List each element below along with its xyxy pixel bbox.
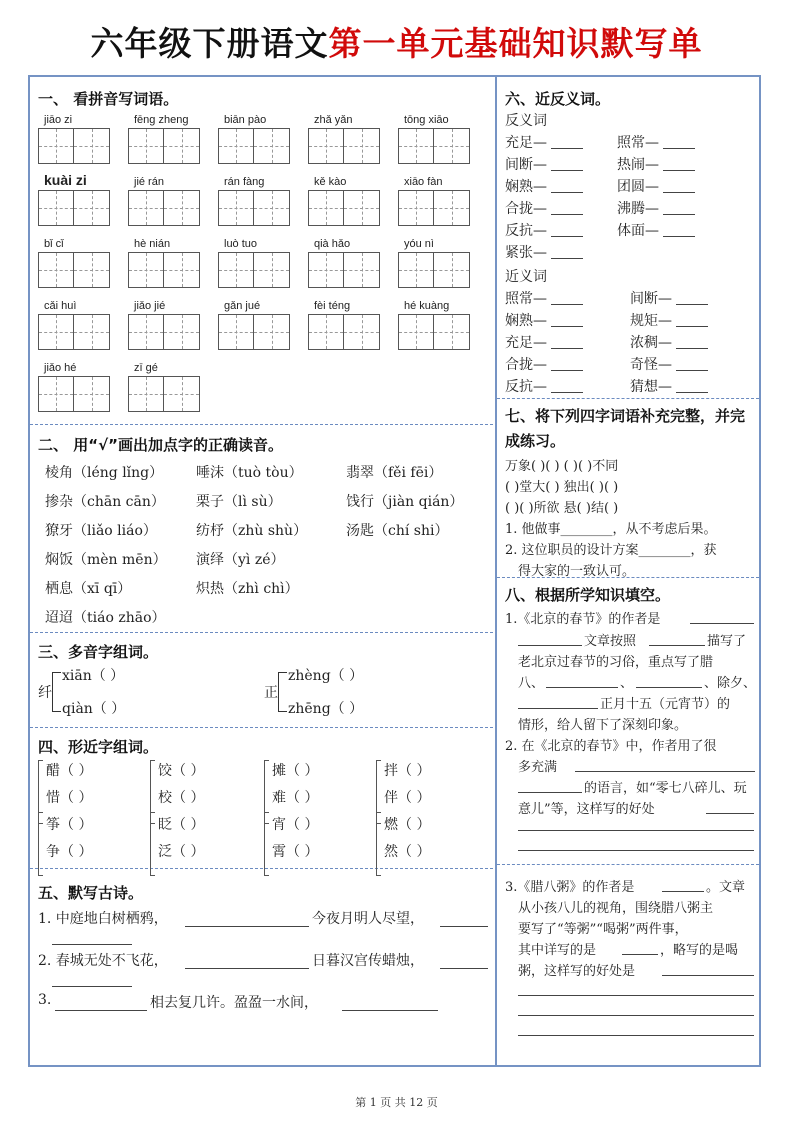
answer-line [342, 1010, 438, 1011]
writing-cell[interactable] [39, 315, 74, 349]
similar-char-item: 惜（ ） [46, 790, 93, 806]
similar-char-item: 燃（ ） [384, 817, 431, 833]
answer-line [551, 392, 583, 393]
answer-line [551, 148, 583, 149]
similar-char-item: 然（ ） [384, 844, 431, 860]
brace [264, 812, 269, 876]
answer-line [518, 1015, 754, 1016]
similar-char-item: 校（ ） [158, 790, 205, 806]
writing-grid [308, 314, 380, 350]
writing-grid [38, 252, 110, 288]
reading-item: 焖饭（mèn mēn） [45, 552, 167, 568]
fill-text: 。文章 [706, 880, 746, 895]
section6-heading: 六、近反义词。 [505, 90, 611, 108]
page-footer: 第 1 页 共 12 页 [355, 1096, 438, 1109]
answer-line [575, 771, 755, 772]
pinyin-label: bǐ cǐ [44, 238, 64, 250]
writing-cell[interactable] [39, 253, 74, 287]
answer-line [518, 1035, 754, 1036]
writing-cell[interactable] [309, 191, 344, 225]
answer-line [546, 687, 618, 688]
fill-text: 的语言，如“零七八碎儿、玩 [584, 781, 747, 796]
synonym-item: 猜想— [630, 379, 672, 395]
section7-heading: 七、将下列四字词语补充完整，并完 [505, 407, 746, 425]
antonym-item: 体面— [617, 223, 659, 239]
answer-line [55, 1010, 147, 1011]
writing-cell[interactable] [434, 129, 469, 163]
writing-grid [128, 314, 200, 350]
writing-grid [308, 190, 380, 226]
writing-cell[interactable] [399, 191, 434, 225]
writing-cell[interactable] [164, 315, 199, 349]
writing-cell[interactable] [309, 315, 344, 349]
writing-cell[interactable] [164, 191, 199, 225]
answer-line [690, 623, 754, 624]
fill-text: ，略写的是喝 [660, 943, 739, 958]
writing-cell[interactable] [344, 191, 379, 225]
section8-heading: 八、根据所学知识填空。 [505, 586, 671, 604]
writing-cell[interactable] [219, 191, 254, 225]
fill-text: 意儿”等，这样写的好处 [518, 802, 655, 817]
fill-text: 、 [620, 676, 634, 691]
answer-line [518, 830, 754, 831]
fill-text: 粥，这样写的好处是 [518, 964, 636, 979]
writing-grid [218, 252, 290, 288]
brace [150, 812, 155, 876]
writing-grid [308, 128, 380, 164]
synonym-item: 照常— [505, 291, 547, 307]
divider [30, 632, 493, 633]
reading-item: 獠牙（liǎo liáo） [45, 523, 157, 539]
pinyin-label: hè nián [134, 238, 171, 250]
idiom-question: 得大家的一致认可。 [518, 564, 636, 579]
poem-line: 1. 中庭地白树栖鸦， [38, 911, 168, 927]
writing-grid [218, 190, 290, 226]
writing-grid [398, 252, 470, 288]
pinyin-label: luò tuo [224, 238, 258, 250]
similar-char-item: 霄（ ） [272, 844, 319, 860]
synonym-item: 娴熟— [505, 313, 547, 329]
brace [376, 812, 381, 876]
section2-heading: 二、 用“√”画出加点字的正确读音。 [38, 436, 283, 454]
writing-cell[interactable] [219, 253, 254, 287]
answer-line [551, 258, 583, 259]
fill-text: 1.《北京的春节》的作者是 [505, 612, 661, 627]
answer-line [440, 968, 488, 969]
writing-cell[interactable] [74, 315, 109, 349]
divider [497, 864, 759, 865]
writing-grid [308, 252, 380, 288]
poem-line: 3. [38, 992, 52, 1008]
pinyin-label: jiǎo hé [44, 362, 77, 374]
synonym-item: 反抗— [505, 379, 547, 395]
answer-line [663, 148, 695, 149]
fill-text: 、除夕、 [704, 676, 757, 691]
writing-grid [218, 314, 290, 350]
answer-line [551, 192, 583, 193]
reading-item: 饯行（jiàn qián） [346, 494, 464, 510]
writing-cell[interactable] [434, 315, 469, 349]
answer-line [518, 850, 754, 851]
brace [278, 672, 287, 712]
writing-cell[interactable] [164, 377, 199, 411]
idiom-row: ( )堂大( ) 独出( )( ) [505, 480, 619, 495]
writing-cell[interactable] [129, 253, 164, 287]
answer-line [551, 236, 583, 237]
antonym-label: 反义词 [505, 113, 547, 129]
page-title [0, 18, 793, 65]
title-unit: 第一单元基础知识默写单 [328, 24, 703, 63]
brace [38, 812, 43, 876]
answer-line [551, 326, 583, 327]
writing-cell[interactable] [74, 253, 109, 287]
writing-grid [38, 128, 110, 164]
writing-cell[interactable] [164, 129, 199, 163]
section7-heading-cont: 成练习。 [505, 432, 566, 450]
writing-grid [128, 252, 200, 288]
writing-cell[interactable] [434, 191, 469, 225]
reading-item: 汤匙（chí shi） [346, 523, 449, 539]
writing-grid [38, 190, 110, 226]
answer-line [649, 645, 705, 646]
answer-line [551, 170, 583, 171]
synonym-item: 奇怪— [630, 357, 672, 373]
answer-line [518, 995, 754, 996]
fill-text: 文章按照 [584, 634, 637, 649]
answer-line [440, 926, 488, 927]
similar-char-item: 饺（ ） [158, 763, 205, 779]
idiom-question: 2. 这位职员的设计方案________，获 [505, 543, 717, 558]
synonym-item: 充足— [505, 335, 547, 351]
writing-cell[interactable] [74, 377, 109, 411]
antonym-item: 沸腾— [617, 201, 659, 217]
writing-cell[interactable] [434, 253, 469, 287]
polyphone-char: 纤 [38, 685, 52, 701]
poem-line: 日暮汉宫传蜡烛， [312, 953, 424, 969]
fill-text: 老北京过春节的习俗，重点写了腊 [518, 655, 714, 670]
answer-line [518, 708, 598, 709]
writing-cell[interactable] [399, 129, 434, 163]
answer-line [676, 348, 708, 349]
pinyin-label: cǎi huì [44, 300, 77, 312]
writing-cell[interactable] [399, 253, 434, 287]
answer-line [663, 236, 695, 237]
answer-line [622, 954, 658, 955]
antonym-item: 充足— [505, 135, 547, 151]
similar-char-item: 争（ ） [46, 844, 93, 860]
pinyin-label: tōng xiāo [404, 114, 449, 126]
fill-text: 多充满 [518, 760, 558, 775]
antonym-item: 团圆— [617, 179, 659, 195]
pinyin-label: jié rán [134, 176, 164, 188]
writing-cell[interactable] [254, 315, 289, 349]
writing-cell[interactable] [39, 129, 74, 163]
divider [30, 868, 493, 869]
answer-line [676, 370, 708, 371]
answer-line [662, 975, 754, 976]
fill-text: 要写了“等粥”“喝粥”两件事， [518, 922, 688, 937]
antonym-item: 娴熟— [505, 179, 547, 195]
pinyin-label: jiǎo jié [134, 300, 166, 312]
fill-text: 其中详写的是 [518, 943, 597, 958]
fill-text: 八、 [518, 676, 545, 691]
writing-grid [398, 128, 470, 164]
antonym-item: 合拢— [505, 201, 547, 217]
title-grade: 六年级下册语文 [90, 24, 329, 63]
writing-grid [38, 376, 110, 412]
writing-cell[interactable] [219, 129, 254, 163]
synonym-item: 规矩— [630, 313, 672, 329]
pinyin-label: gǎn jué [224, 300, 261, 312]
writing-cell[interactable] [129, 129, 164, 163]
writing-cell[interactable] [309, 129, 344, 163]
answer-line [518, 645, 582, 646]
polyphone-reading: xiān（ ） [62, 668, 125, 684]
polyphone-reading: qiàn（ ） [62, 701, 126, 717]
polyphone-reading: zhèng（ ） [288, 668, 364, 684]
fill-text: 情形，给人留下了深刻印象。 [518, 718, 688, 733]
writing-cell[interactable] [74, 129, 109, 163]
synonym-item: 浓稠— [630, 335, 672, 351]
similar-char-item: 醋（ ） [46, 763, 93, 779]
writing-cell[interactable] [129, 315, 164, 349]
similar-char-item: 摊（ ） [272, 763, 319, 779]
reading-item: 棱角（léng lǐng） [45, 465, 164, 481]
column-divider [495, 75, 497, 1067]
reading-item: 栖息（xī qī） [45, 581, 132, 597]
section3-heading: 三、多音字组词。 [38, 643, 159, 661]
reading-item: 炽热（zhì chì） [196, 581, 299, 597]
similar-char-item: 拌（ ） [384, 763, 431, 779]
fill-text: 3.《腊八粥》的作者是 [505, 880, 635, 895]
answer-line [676, 326, 708, 327]
poem-line: 今夜月明人尽望， [312, 911, 424, 927]
divider [30, 727, 493, 728]
pinyin-label: fēng zheng [134, 114, 189, 126]
writing-cell[interactable] [344, 129, 379, 163]
antonym-item: 热闹— [617, 157, 659, 173]
pinyin-label: zī gé [134, 362, 158, 374]
synonym-label: 近义词 [505, 269, 547, 285]
pinyin-label: jiāo zi [44, 114, 73, 126]
brace [52, 672, 61, 712]
section5-heading: 五、默写古诗。 [38, 884, 144, 902]
section4-heading: 四、形近字组词。 [38, 738, 159, 756]
writing-grid [128, 190, 200, 226]
poem-line: 2. 春城无处不飞花， [38, 953, 168, 969]
answer-line [663, 192, 695, 193]
answer-line [706, 813, 754, 814]
pinyin-label: fèi téng [314, 300, 351, 312]
idiom-row: 万象( )( ) ( )( )不同 [505, 459, 619, 474]
divider [30, 424, 493, 425]
polyphone-char: 正 [264, 685, 278, 701]
answer-line [662, 891, 704, 892]
writing-cell[interactable] [254, 191, 289, 225]
synonym-item: 合拢— [505, 357, 547, 373]
writing-cell[interactable] [219, 315, 254, 349]
writing-cell[interactable] [129, 377, 164, 411]
poem-line: 相去复几许。盈盈一水间， [150, 995, 318, 1011]
antonym-item: 紧张— [505, 245, 547, 261]
similar-char-item: 泛（ ） [158, 844, 205, 860]
pinyin-label: zhǎ yǎn [314, 114, 353, 126]
answer-line [52, 944, 132, 945]
writing-cell[interactable] [39, 377, 74, 411]
writing-cell[interactable] [254, 129, 289, 163]
reading-item: 迢迢（tiáo zhāo） [45, 610, 166, 626]
answer-line [663, 170, 695, 171]
answer-line [551, 214, 583, 215]
writing-cell[interactable] [129, 191, 164, 225]
antonym-item: 反抗— [505, 223, 547, 239]
reading-item: 唾沫（tuò tòu） [196, 465, 303, 481]
writing-cell[interactable] [344, 315, 379, 349]
writing-cell[interactable] [399, 315, 434, 349]
divider [497, 398, 759, 399]
pinyin-label: kě kào [314, 176, 347, 188]
pinyin-label: biān pào [224, 114, 267, 126]
answer-line [518, 792, 582, 793]
writing-grid [128, 376, 200, 412]
answer-line [551, 304, 583, 305]
writing-cell[interactable] [344, 253, 379, 287]
answer-line [636, 687, 702, 688]
pinyin-label: kuài zi [44, 172, 87, 188]
antonym-item: 照常— [617, 135, 659, 151]
idiom-row: ( )( )所欲 悬( )结( ) [505, 501, 619, 516]
writing-cell[interactable] [74, 191, 109, 225]
fill-text: 描写了 [707, 634, 747, 649]
writing-cell[interactable] [309, 253, 344, 287]
writing-cell[interactable] [39, 191, 74, 225]
answer-line [676, 392, 708, 393]
reading-item: 演绎（yì zé） [196, 552, 285, 568]
section1-heading: 一、 看拼音写词语。 [38, 90, 179, 108]
reading-item: 纺杼（zhù shù） [196, 523, 308, 539]
answer-line [663, 214, 695, 215]
reading-item: 栗子（lì sù） [196, 494, 282, 510]
answer-line [551, 370, 583, 371]
writing-grid [128, 128, 200, 164]
reading-item: 翡翠（fěi fēi） [346, 465, 443, 481]
similar-char-item: 难（ ） [272, 790, 319, 806]
answer-line [52, 986, 132, 987]
writing-cell[interactable] [254, 253, 289, 287]
similar-char-item: 筝（ ） [46, 817, 93, 833]
writing-grid [398, 190, 470, 226]
similar-char-item: 宵（ ） [272, 817, 319, 833]
similar-char-item: 眨（ ） [158, 817, 205, 833]
polyphone-reading: zhēng（ ） [288, 701, 364, 717]
writing-cell[interactable] [164, 253, 199, 287]
answer-line [185, 968, 309, 969]
fill-text: 从小孩八儿的视角，围绕腊八粥主 [518, 901, 714, 916]
synonym-item: 间断— [630, 291, 672, 307]
answer-line [551, 348, 583, 349]
answer-line [676, 304, 708, 305]
pinyin-label: xiāo fàn [404, 176, 443, 188]
fill-text: 正月十五（元宵节）的 [600, 697, 731, 712]
similar-char-item: 伴（ ） [384, 790, 431, 806]
antonym-item: 间断— [505, 157, 547, 173]
writing-grid [38, 314, 110, 350]
pinyin-label: hé kuàng [404, 300, 450, 312]
fill-text: 2. 在《北京的春节》中，作者用了很 [505, 739, 717, 754]
writing-grid [398, 314, 470, 350]
pinyin-label: rán fàng [224, 176, 265, 188]
pinyin-label: yóu nì [404, 238, 434, 250]
reading-item: 掺杂（chān cān） [45, 494, 165, 510]
pinyin-label: qià hǎo [314, 238, 351, 250]
writing-grid [218, 128, 290, 164]
answer-line [185, 926, 309, 927]
idiom-question: 1. 他做事________，从不考虑后果。 [505, 522, 717, 537]
